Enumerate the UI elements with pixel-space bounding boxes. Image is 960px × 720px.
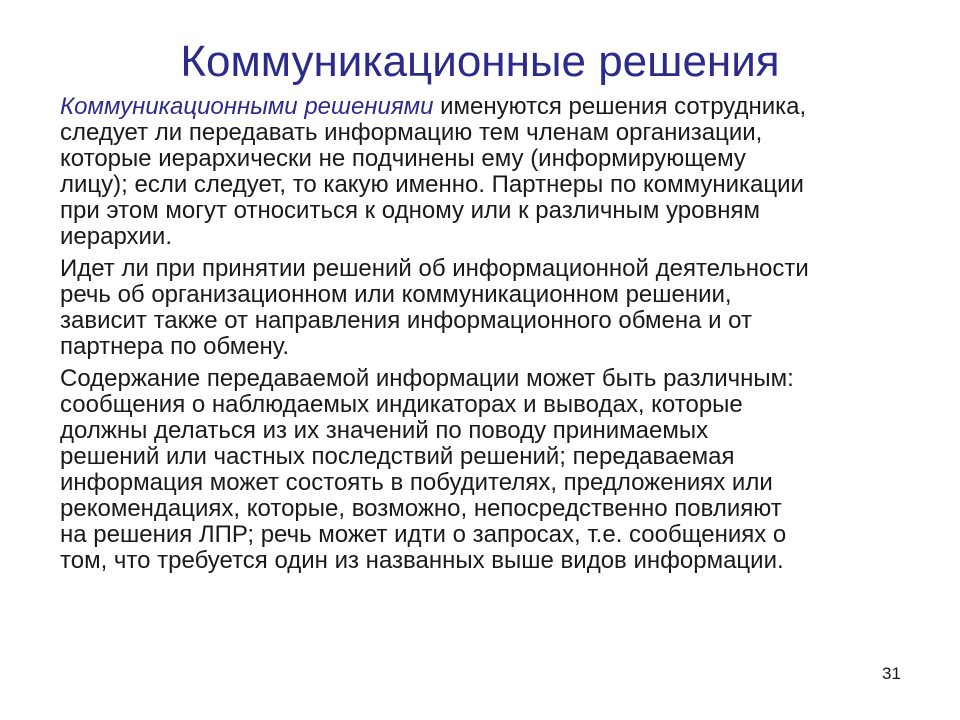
term-communication-decisions: Коммуникационными решениями bbox=[60, 93, 434, 120]
paragraph-decision-type bbox=[60, 256, 910, 360]
paragraph-communication-decisions bbox=[60, 94, 910, 250]
text-line bbox=[60, 93, 910, 120]
text-line: партнера по обмену. bbox=[60, 333, 290, 360]
page-number: 31 bbox=[882, 664, 901, 683]
text-line: зависит также от направления информационного обмена и от bbox=[60, 307, 752, 334]
text-line: Содержание передаваемой информации может быть различным: bbox=[60, 365, 794, 392]
text-fragment: именуются решения сотрудника, bbox=[433, 93, 807, 120]
text-line: информация может состоять в побудителях, предложениях или bbox=[60, 469, 773, 496]
text-line: которые иерархически не подчинены ему (информирующему bbox=[60, 145, 746, 172]
slide-title: Коммуникационные решения bbox=[180, 37, 780, 86]
text-line: Идет ли при принятии решений об информационной деятельности bbox=[60, 255, 809, 282]
text-line: том, что требуется один из названных выше видов информации. bbox=[60, 547, 784, 574]
text-line: следует ли передавать информацию тем членам организации, bbox=[60, 119, 763, 146]
text-line: речь об организационном или коммуникационном решении, bbox=[60, 281, 732, 308]
text-line: лицу); если следует, то какую именно. Партнеры по коммуникации bbox=[60, 171, 804, 198]
text-line: при этом могут относиться к одному или к различным уровням bbox=[60, 197, 760, 224]
text-line: иерархии. bbox=[60, 223, 173, 250]
text-line: на решения ЛПР; речь может идти о запросах, т.е. сообщениях о bbox=[60, 521, 787, 548]
paragraph-information-content bbox=[60, 366, 910, 574]
text-line: сообщения о наблюдаемых индикаторах и выводах, которые bbox=[60, 391, 743, 418]
text-line: рекомендациях, которые, возможно, непосредственно повлияют bbox=[60, 495, 782, 522]
slide-body bbox=[60, 94, 910, 580]
text-line: должны делаться из их значений по поводу принимаемых bbox=[60, 417, 709, 444]
text-line: решений или частных последствий решений; передаваемая bbox=[60, 443, 735, 470]
